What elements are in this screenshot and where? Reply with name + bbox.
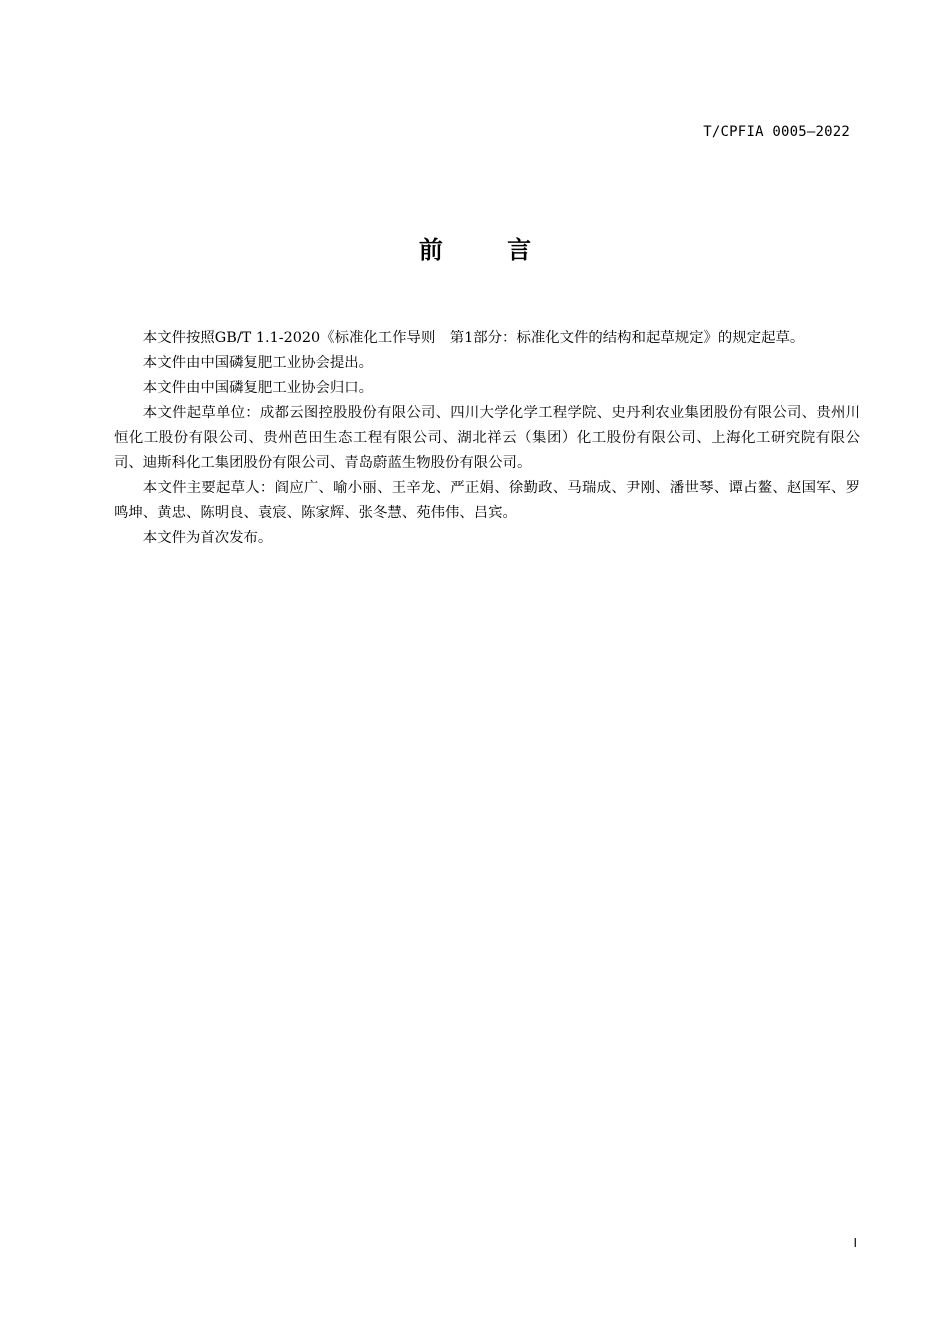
- page-number: I: [853, 1236, 857, 1250]
- paragraph-first-release: 本文件为首次发布。: [142, 530, 273, 546]
- paragraph-drafting-basis: 本文件按照GB/T 1.1-2020《标准化工作导则 第1部分：标准化文件的结构和起草规定》的规定起草。: [142, 330, 805, 346]
- foreword-body: [114, 326, 860, 551]
- paragraph-drafting-units: 本文件起草单位：成都云图控股股份有限公司、四川大学化学工程学院、史丹利农业集团股份有限公司、贵州川恒化工股份有限公司、贵州芭田生态工程有限公司、湖北祥云（集团）化工股份有限公司、上海化工研究院有限公司、迪斯科化工集团股份有限公司、青岛蔚蓝生物股份有限公司。: [114, 405, 860, 471]
- standard-code: T/CPFIA 0005—2022: [703, 124, 850, 140]
- paragraph-administrator: 本文件由中国磷复肥工业协会归口。: [142, 380, 374, 396]
- page-title: 前 言: [418, 236, 560, 264]
- paragraph-proposer: 本文件由中国磷复肥工业协会提出。: [142, 355, 374, 371]
- paragraph-drafters: 本文件主要起草人：阎应广、喻小丽、王辛龙、严正娟、徐勤政、马瑞成、尹刚、潘世琴、谭占鳌、赵国军、罗鸣坤、黄忠、陈明良、袁宸、陈家辉、张冬慧、苑伟伟、吕宾。: [114, 480, 860, 521]
